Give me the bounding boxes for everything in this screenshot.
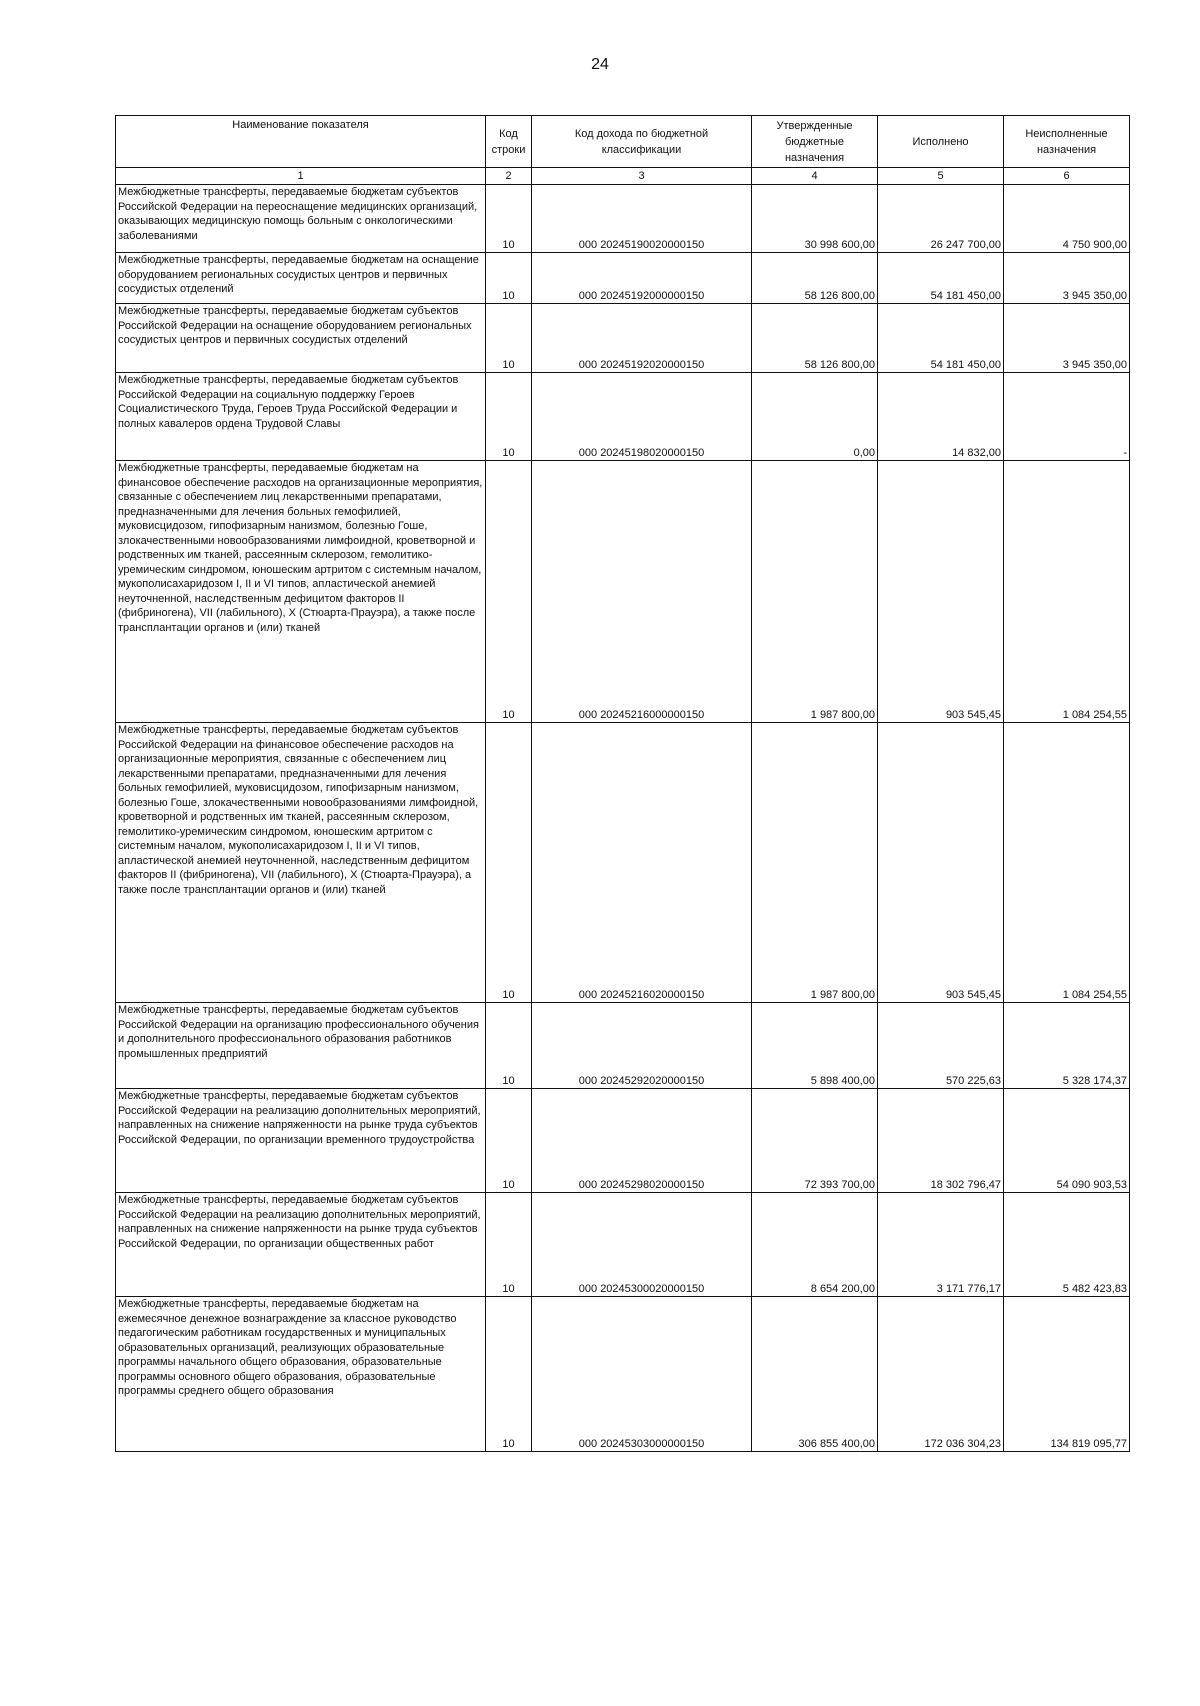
row-code: 10	[486, 1297, 532, 1452]
row-executed: 26 247 700,00	[878, 185, 1004, 253]
row-approved: 58 126 800,00	[752, 253, 878, 304]
header-executed: Исполнено	[878, 116, 1004, 168]
row-executed: 3 171 776,17	[878, 1193, 1004, 1297]
row-kbk: 000 20245216000000150	[532, 461, 752, 723]
column-number: 1	[116, 168, 486, 185]
row-kbk: 000 20245303000000150	[532, 1297, 752, 1452]
row-name: Межбюджетные трансферты, передаваемые бюджетам на ежемесячное денежное вознаграждение за классное руководство педагогическим работникам государственных и муниципальных образовательных организаций, реализующих образовательные программы начального общего образования, образовательные программы основного общего образования, образовательные программы среднего общего образования	[116, 1297, 486, 1452]
row-code: 10	[486, 1193, 532, 1297]
row-code: 10	[486, 1003, 532, 1089]
column-number: 4	[752, 168, 878, 185]
row-kbk: 000 20245192000000150	[532, 253, 752, 304]
table-row	[116, 723, 1130, 1003]
row-executed: 903 545,45	[878, 723, 1004, 1003]
table-row	[116, 1297, 1130, 1452]
row-code: 10	[486, 185, 532, 253]
table-row	[116, 1003, 1130, 1089]
row-unexecuted: 4 750 900,00	[1004, 185, 1130, 253]
row-name: Межбюджетные трансферты, передаваемые бюджетам на оснащение оборудованием региональных сосудистых центров и первичных сосудистых отделений	[116, 253, 486, 304]
row-kbk: 000 20245300020000150	[532, 1193, 752, 1297]
row-name: Межбюджетные трансферты, передаваемые бюджетам субъектов Российской Федерации на реализацию дополнительных мероприятий, направленных на снижение напряженности на рынке труда субъектов Российской Федерации, по организации общественных работ	[116, 1193, 486, 1297]
row-approved: 5 898 400,00	[752, 1003, 878, 1089]
row-name: Межбюджетные трансферты, передаваемые бюджетам субъектов Российской Федерации на социальную поддержку Героев Социалистического Труда, Героев Труда Российской Федерации и полных кавалеров ордена Трудовой Славы	[116, 373, 486, 461]
row-approved: 0,00	[752, 373, 878, 461]
row-name: Межбюджетные трансферты, передаваемые бюджетам субъектов Российской Федерации на переоснащение медицинских организаций, оказывающих медицинскую помощь больным с онкологическими заболеваниями	[116, 185, 486, 253]
row-kbk: 000 20245216020000150	[532, 723, 752, 1003]
row-approved: 72 393 700,00	[752, 1089, 878, 1193]
header-approved: Утвержденные бюджетные назначения	[752, 116, 878, 168]
row-kbk: 000 20245298020000150	[532, 1089, 752, 1193]
row-approved: 58 126 800,00	[752, 304, 878, 373]
row-approved: 1 987 800,00	[752, 723, 878, 1003]
column-number: 2	[486, 168, 532, 185]
column-number: 5	[878, 168, 1004, 185]
row-executed: 14 832,00	[878, 373, 1004, 461]
row-unexecuted: -	[1004, 373, 1130, 461]
header-row	[116, 116, 1130, 168]
row-unexecuted: 1 084 254,55	[1004, 461, 1130, 723]
row-executed: 172 036 304,23	[878, 1297, 1004, 1452]
row-executed: 570 225,63	[878, 1003, 1004, 1089]
row-executed: 18 302 796,47	[878, 1089, 1004, 1193]
column-number: 3	[532, 168, 752, 185]
row-kbk: 000 20245192020000150	[532, 304, 752, 373]
row-executed: 54 181 450,00	[878, 253, 1004, 304]
row-executed: 54 181 450,00	[878, 304, 1004, 373]
row-unexecuted: 5 328 174,37	[1004, 1003, 1130, 1089]
row-code: 10	[486, 373, 532, 461]
row-code: 10	[486, 304, 532, 373]
row-name: Межбюджетные трансферты, передаваемые бюджетам на финансовое обеспечение расходов на организационные мероприятия, связанные с обеспечением лиц лекарственными препаратами, предназначенными для лечения больных гемофилией, муковисцидозом, гипофизарным нанизмом, болезнью Гоше, злокачественными новообразованиями лимфоидной, кроветворной и родственных им тканей, рассеянным склерозом, гемолитико-уремическим синдромом, юношеским артритом с системным началом, мукополисахаридозом I, II и VI типов, апластической анемией неуточненной, наследственным дефицитом факторов II (фибриногена), VII (лабильного), X (Стюарта-Прауэра), а также после трансплантации органов и (или) тканей	[116, 461, 486, 723]
row-code: 10	[486, 253, 532, 304]
table-row	[116, 304, 1130, 373]
row-kbk: 000 20245292020000150	[532, 1003, 752, 1089]
table-row	[116, 1089, 1130, 1193]
row-unexecuted: 54 090 903,53	[1004, 1089, 1130, 1193]
row-name: Межбюджетные трансферты, передаваемые бюджетам субъектов Российской Федерации на организацию профессионального обучения и дополнительного профессионального образования работников промышленных предприятий	[116, 1003, 486, 1089]
row-unexecuted: 1 084 254,55	[1004, 723, 1130, 1003]
row-code: 10	[486, 723, 532, 1003]
row-approved: 30 998 600,00	[752, 185, 878, 253]
row-name: Межбюджетные трансферты, передаваемые бюджетам субъектов Российской Федерации на реализацию дополнительных мероприятий, направленных на снижение напряженности на рынке труда субъектов Российской Федерации, по организации временного трудоустройства	[116, 1089, 486, 1193]
row-name: Межбюджетные трансферты, передаваемые бюджетам субъектов Российской Федерации на финансовое обеспечение расходов на организационные мероприятия, связанные с обеспечением лиц лекарственными препаратами, предназначенными для лечения больных гемофилией, муковисцидозом, гипофизарным нанизмом, болезнью Гоше, злокачественными новообразованиями лимфоидной, кроветворной и родственных им тканей, рассеянным склерозом, гемолитико-уремическим синдромом, юношеским артритом с системным началом, мукополисахаридозом I, II и VI типов, апластической анемией неуточненной, наследственным дефицитом факторов II (фибриногена), VII (лабильного), X (Стюарта-Прауэра), а также после трансплантации органов и (или) тканей	[116, 723, 486, 1003]
row-approved: 8 654 200,00	[752, 1193, 878, 1297]
header-name: Наименование показателя	[116, 116, 486, 168]
row-unexecuted: 3 945 350,00	[1004, 304, 1130, 373]
row-code: 10	[486, 461, 532, 723]
row-approved: 1 987 800,00	[752, 461, 878, 723]
table-row	[116, 373, 1130, 461]
table-row	[116, 1193, 1130, 1297]
row-unexecuted: 134 819 095,77	[1004, 1297, 1130, 1452]
table-row	[116, 185, 1130, 253]
row-kbk: 000 20245190020000150	[532, 185, 752, 253]
column-number-row	[116, 168, 1130, 185]
header-unexecuted: Неисполненные назначения	[1004, 116, 1130, 168]
row-approved: 306 855 400,00	[752, 1297, 878, 1452]
row-unexecuted: 5 482 423,83	[1004, 1193, 1130, 1297]
table-row	[116, 461, 1130, 723]
header-kbk: Код дохода по бюджетной классификации	[532, 116, 752, 168]
row-unexecuted: 3 945 350,00	[1004, 253, 1130, 304]
row-name: Межбюджетные трансферты, передаваемые бюджетам субъектов Российской Федерации на оснащение оборудованием региональных сосудистых центров и первичных сосудистых отделений	[116, 304, 486, 373]
header-code: Код строки	[486, 116, 532, 168]
row-code: 10	[486, 1089, 532, 1193]
page-number: 24	[591, 56, 609, 73]
budget-report-table	[115, 115, 1130, 1452]
column-number: 6	[1004, 168, 1130, 185]
row-kbk: 000 20245198020000150	[532, 373, 752, 461]
table-row	[116, 253, 1130, 304]
row-executed: 903 545,45	[878, 461, 1004, 723]
